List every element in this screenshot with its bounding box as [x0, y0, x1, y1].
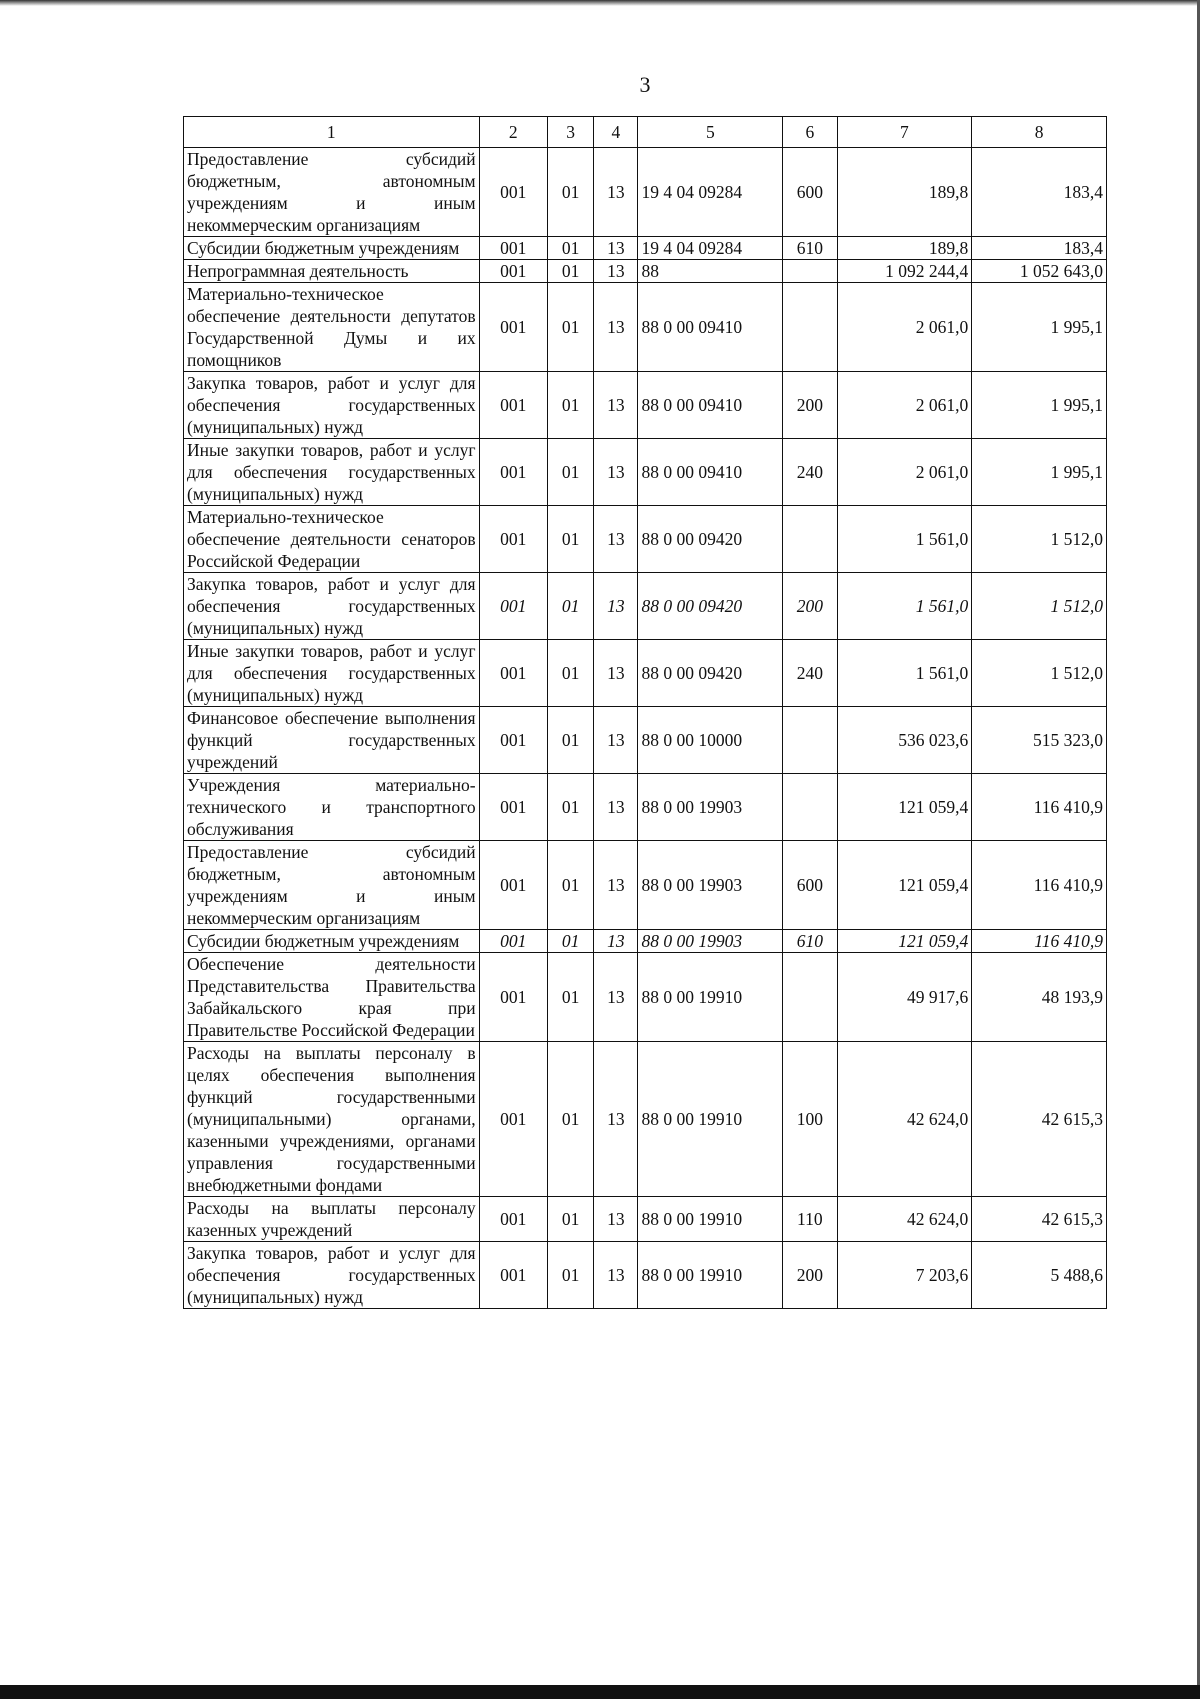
table-row: [184, 372, 1107, 439]
row-name-cell: Финансовое обеспечение выполнения функций государственных учреждений: [184, 707, 480, 774]
table-row: [184, 930, 1107, 953]
row-grbs-cell: 001: [479, 841, 547, 930]
row-grbs-cell: 001: [479, 707, 547, 774]
row-approved-amount-cell: 121 059,4: [837, 774, 972, 841]
column-header: 4: [594, 117, 638, 148]
row-section-cell: 01: [547, 148, 593, 237]
row-executed-amount-cell: 116 410,9: [972, 841, 1107, 930]
row-section-cell: 01: [547, 439, 593, 506]
row-section-cell: 01: [547, 953, 593, 1042]
row-section-cell: 01: [547, 260, 593, 283]
column-header: 1: [184, 117, 480, 148]
row-target-article-cell: 88 0 00 19910: [638, 1042, 783, 1197]
row-expense-type-cell: [783, 953, 837, 1042]
row-approved-amount-cell: 1 561,0: [837, 506, 972, 573]
row-executed-amount-cell: 1 512,0: [972, 640, 1107, 707]
row-approved-amount-cell: 536 023,6: [837, 707, 972, 774]
row-target-article-cell: 88 0 00 09420: [638, 640, 783, 707]
column-header: 6: [783, 117, 837, 148]
row-name-cell: Предоставление субсидий бюджетным, автономным учреждениям и иным некоммерческим организациям: [184, 841, 480, 930]
row-grbs-cell: 001: [479, 774, 547, 841]
row-executed-amount-cell: 5 488,6: [972, 1242, 1107, 1309]
row-approved-amount-cell: 7 203,6: [837, 1242, 972, 1309]
table-row: [184, 573, 1107, 640]
row-approved-amount-cell: 2 061,0: [837, 439, 972, 506]
row-name-cell: Обеспечение деятельности Представительства Правительства Забайкальского края при Правительстве Российской Федерации: [184, 953, 480, 1042]
row-expense-type-cell: 240: [783, 439, 837, 506]
column-header: 7: [837, 117, 972, 148]
row-section-cell: 01: [547, 1197, 593, 1242]
row-name-cell: Закупка товаров, работ и услуг для обеспечения государственных (муниципальных) нужд: [184, 1242, 480, 1309]
row-executed-amount-cell: 1 052 643,0: [972, 260, 1107, 283]
row-approved-amount-cell: 2 061,0: [837, 283, 972, 372]
row-expense-type-cell: 610: [783, 930, 837, 953]
row-section-cell: 01: [547, 774, 593, 841]
row-approved-amount-cell: 42 624,0: [837, 1042, 972, 1197]
row-section-cell: 01: [547, 841, 593, 930]
row-approved-amount-cell: 42 624,0: [837, 1197, 972, 1242]
row-executed-amount-cell: 48 193,9: [972, 953, 1107, 1042]
row-name-cell: Иные закупки товаров, работ и услуг для обеспечения государственных (муниципальных) нужд: [184, 439, 480, 506]
table-header-row: [184, 117, 1107, 148]
row-target-article-cell: 88: [638, 260, 783, 283]
table-row: [184, 774, 1107, 841]
row-section-cell: 01: [547, 237, 593, 260]
row-target-article-cell: 88 0 00 19910: [638, 1242, 783, 1309]
row-expense-type-cell: 600: [783, 148, 837, 237]
row-section-cell: 01: [547, 707, 593, 774]
table-row: [184, 953, 1107, 1042]
row-target-article-cell: 88 0 00 09420: [638, 573, 783, 640]
row-approved-amount-cell: 189,8: [837, 237, 972, 260]
row-name-cell: Закупка товаров, работ и услуг для обеспечения государственных (муниципальных) нужд: [184, 573, 480, 640]
row-executed-amount-cell: 42 615,3: [972, 1197, 1107, 1242]
row-grbs-cell: 001: [479, 283, 547, 372]
row-executed-amount-cell: 183,4: [972, 237, 1107, 260]
row-name-cell: Субсидии бюджетным учреждениям: [184, 237, 480, 260]
row-expense-type-cell: [783, 506, 837, 573]
column-header: 8: [972, 117, 1107, 148]
row-section-cell: 01: [547, 506, 593, 573]
row-expense-type-cell: 200: [783, 1242, 837, 1309]
row-grbs-cell: 001: [479, 640, 547, 707]
row-approved-amount-cell: 1 092 244,4: [837, 260, 972, 283]
row-subsection-cell: 13: [594, 1042, 638, 1197]
table-row: [184, 506, 1107, 573]
table-row: [184, 283, 1107, 372]
row-grbs-cell: 001: [479, 260, 547, 283]
row-grbs-cell: 001: [479, 148, 547, 237]
table-row: [184, 237, 1107, 260]
row-approved-amount-cell: 1 561,0: [837, 573, 972, 640]
row-expense-type-cell: 110: [783, 1197, 837, 1242]
row-section-cell: 01: [547, 640, 593, 707]
row-expense-type-cell: 600: [783, 841, 837, 930]
row-subsection-cell: 13: [594, 1242, 638, 1309]
row-name-cell: Предоставление субсидий бюджетным, автономным учреждениям и иным некоммерческим организациям: [184, 148, 480, 237]
row-subsection-cell: 13: [594, 640, 638, 707]
row-target-article-cell: 88 0 00 09420: [638, 506, 783, 573]
row-section-cell: 01: [547, 283, 593, 372]
row-name-cell: Материально-техническое обеспечение деятельности сенаторов Российской Федерации: [184, 506, 480, 573]
table-row: [184, 1042, 1107, 1197]
row-name-cell: Материально-техническое обеспечение деятельности депутатов Государственной Думы и их помощников: [184, 283, 480, 372]
row-approved-amount-cell: 1 561,0: [837, 640, 972, 707]
column-header: 5: [638, 117, 783, 148]
row-grbs-cell: 001: [479, 237, 547, 260]
row-section-cell: 01: [547, 1042, 593, 1197]
row-subsection-cell: 13: [594, 953, 638, 1042]
row-executed-amount-cell: 183,4: [972, 148, 1107, 237]
table-row: [184, 1197, 1107, 1242]
column-header: 3: [547, 117, 593, 148]
row-approved-amount-cell: 189,8: [837, 148, 972, 237]
row-name-cell: Расходы на выплаты персоналу казенных учреждений: [184, 1197, 480, 1242]
row-target-article-cell: 88 0 00 19910: [638, 953, 783, 1042]
row-target-article-cell: 19 4 04 09284: [638, 148, 783, 237]
scan-edge-bottom: [0, 1685, 1200, 1699]
row-executed-amount-cell: 1 512,0: [972, 506, 1107, 573]
row-name-cell: Субсидии бюджетным учреждениям: [184, 930, 480, 953]
row-grbs-cell: 001: [479, 506, 547, 573]
row-expense-type-cell: [783, 774, 837, 841]
table-row: [184, 148, 1107, 237]
row-section-cell: 01: [547, 372, 593, 439]
row-section-cell: 01: [547, 1242, 593, 1309]
row-grbs-cell: 001: [479, 930, 547, 953]
row-target-article-cell: 88 0 00 19903: [638, 774, 783, 841]
row-target-article-cell: 88 0 00 09410: [638, 439, 783, 506]
row-executed-amount-cell: 1 995,1: [972, 372, 1107, 439]
row-section-cell: 01: [547, 573, 593, 640]
table-row: [184, 1242, 1107, 1309]
row-expense-type-cell: 200: [783, 372, 837, 439]
row-subsection-cell: 13: [594, 774, 638, 841]
row-name-cell: Закупка товаров, работ и услуг для обеспечения государственных (муниципальных) нужд: [184, 372, 480, 439]
row-subsection-cell: 13: [594, 707, 638, 774]
row-target-article-cell: 88 0 00 19903: [638, 930, 783, 953]
row-subsection-cell: 13: [594, 930, 638, 953]
row-target-article-cell: 88 0 00 09410: [638, 372, 783, 439]
table-body: [184, 148, 1107, 1309]
row-expense-type-cell: 200: [783, 573, 837, 640]
page-number: 3: [639, 72, 651, 97]
row-name-cell: Иные закупки товаров, работ и услуг для обеспечения государственных (муниципальных) нужд: [184, 640, 480, 707]
table-row: [184, 640, 1107, 707]
table-row: [184, 439, 1107, 506]
row-expense-type-cell: [783, 283, 837, 372]
row-target-article-cell: 88 0 00 19903: [638, 841, 783, 930]
row-grbs-cell: 001: [479, 1042, 547, 1197]
column-header: 2: [479, 117, 547, 148]
row-subsection-cell: 13: [594, 1197, 638, 1242]
row-subsection-cell: 13: [594, 372, 638, 439]
row-target-article-cell: 88 0 00 10000: [638, 707, 783, 774]
row-name-cell: Непрограммная деятельность: [184, 260, 480, 283]
row-grbs-cell: 001: [479, 953, 547, 1042]
row-executed-amount-cell: 42 615,3: [972, 1042, 1107, 1197]
row-approved-amount-cell: 49 917,6: [837, 953, 972, 1042]
row-subsection-cell: 13: [594, 439, 638, 506]
row-grbs-cell: 001: [479, 372, 547, 439]
row-executed-amount-cell: 1 995,1: [972, 283, 1107, 372]
row-target-article-cell: 19 4 04 09284: [638, 237, 783, 260]
table-row: [184, 707, 1107, 774]
budget-table: [183, 116, 1107, 1309]
row-name-cell: Расходы на выплаты персоналу в целях обеспечения выполнения функций государственными (муниципальными) органами, казенными учреждениями, органами управления государственными внебюджетными фондами: [184, 1042, 480, 1197]
row-grbs-cell: 001: [479, 573, 547, 640]
row-name-cell: Учреждения материально-технического и транспортного обслуживания: [184, 774, 480, 841]
scan-edge-top: [0, 0, 1200, 6]
row-subsection-cell: 13: [594, 506, 638, 573]
row-subsection-cell: 13: [594, 841, 638, 930]
row-expense-type-cell: [783, 707, 837, 774]
row-approved-amount-cell: 2 061,0: [837, 372, 972, 439]
row-subsection-cell: 13: [594, 283, 638, 372]
row-grbs-cell: 001: [479, 1242, 547, 1309]
row-section-cell: 01: [547, 930, 593, 953]
row-expense-type-cell: 100: [783, 1042, 837, 1197]
row-executed-amount-cell: 1 995,1: [972, 439, 1107, 506]
row-target-article-cell: 88 0 00 19910: [638, 1197, 783, 1242]
row-subsection-cell: 13: [594, 148, 638, 237]
row-subsection-cell: 13: [594, 260, 638, 283]
row-expense-type-cell: 240: [783, 640, 837, 707]
row-subsection-cell: 13: [594, 573, 638, 640]
row-expense-type-cell: 610: [783, 237, 837, 260]
row-grbs-cell: 001: [479, 1197, 547, 1242]
row-approved-amount-cell: 121 059,4: [837, 841, 972, 930]
table-row: [184, 841, 1107, 930]
row-executed-amount-cell: 116 410,9: [972, 774, 1107, 841]
table-row: [184, 260, 1107, 283]
row-executed-amount-cell: 116 410,9: [972, 930, 1107, 953]
row-executed-amount-cell: 1 512,0: [972, 573, 1107, 640]
row-approved-amount-cell: 121 059,4: [837, 930, 972, 953]
row-expense-type-cell: [783, 260, 837, 283]
row-target-article-cell: 88 0 00 09410: [638, 283, 783, 372]
row-grbs-cell: 001: [479, 439, 547, 506]
row-subsection-cell: 13: [594, 237, 638, 260]
row-executed-amount-cell: 515 323,0: [972, 707, 1107, 774]
